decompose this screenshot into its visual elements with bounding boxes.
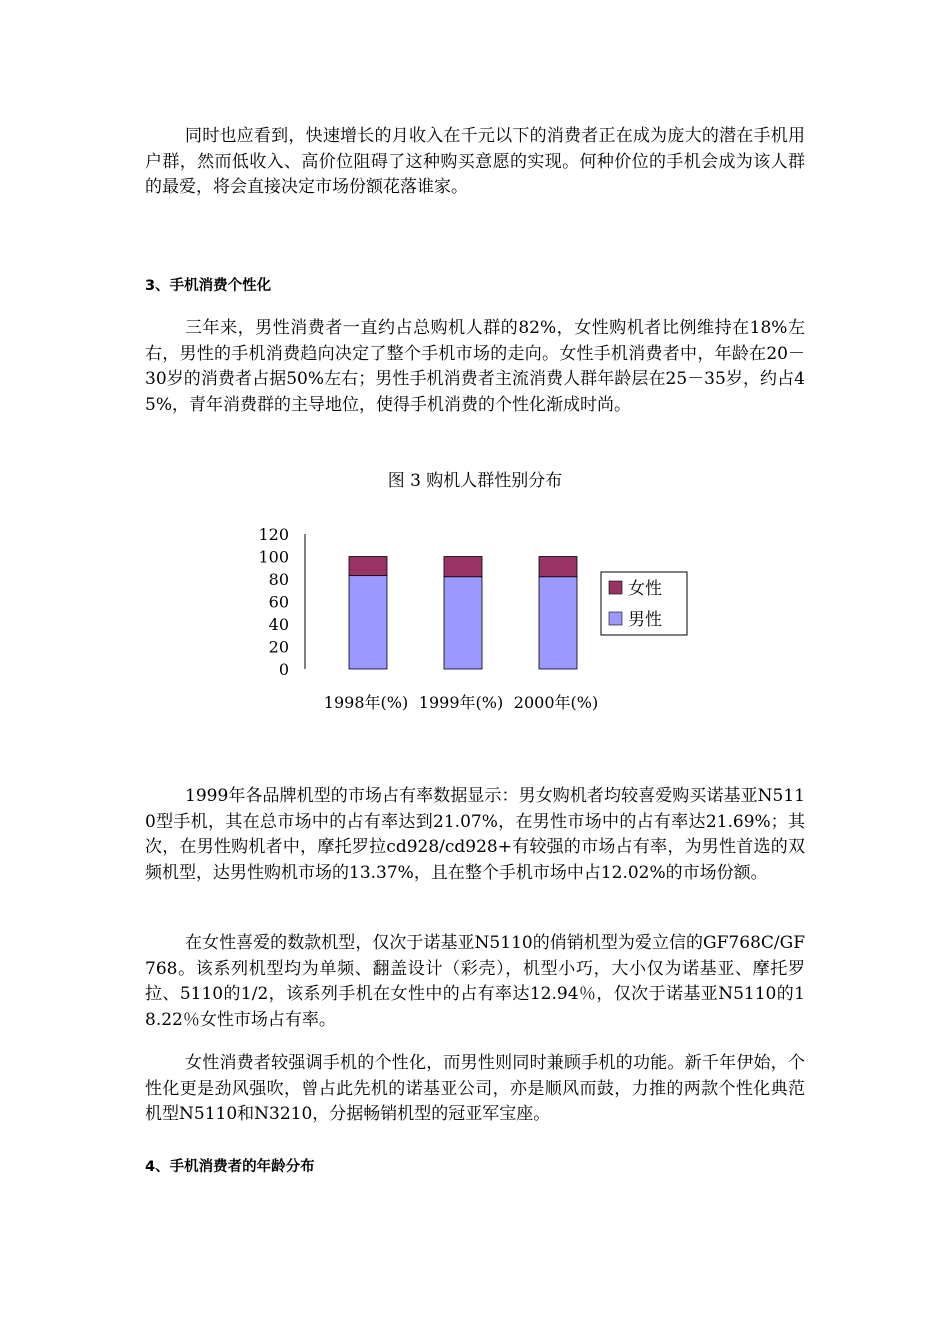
y-tick-label: 120	[258, 525, 289, 544]
y-tick-label: 20	[268, 637, 289, 657]
y-tick-label: 80	[268, 570, 289, 589]
legend-swatch	[609, 581, 622, 594]
x-tick-label: 2000年(%)	[513, 693, 599, 712]
x-tick-label: 1998年(%)	[323, 693, 409, 712]
legend-swatch	[609, 612, 622, 625]
paragraph-4: 在女性喜爱的数款机型，仅次于诺基亚N5110的俏销机型为爱立信的GF768C/GF768。该系列机型均为单频、翻盖设计（彩壳），机型小巧，大小仅为诺基亚、摩托罗拉、5110的1/2，该系列手机在女性中的占有率达12.94％，仅次于诺基亚N5110的18.22％女性市场占有率。	[145, 933, 805, 1030]
bar-female-1	[349, 557, 387, 576]
y-tick-label: 60	[268, 592, 289, 612]
section-heading-4: 4、手机消费者的年龄分布	[145, 1159, 315, 1175]
paragraph-2: 三年来，男性消费者一直约占总购机人群的82%，女性购机者比例维持在18%左右，男性的手机消费趋向决定了整个手机市场的走向。女性手机消费者中，年龄在20－30岁的消费者占据50%左右；男性手机消费者主流消费人群年龄层在25－35岁，约占45%，青年消费群的主导地位，使得手机消费的个性化渐成时尚。	[145, 318, 805, 415]
x-tick-label: 1999年(%)	[418, 693, 504, 712]
paragraph-5: 女性消费者较强调手机的个性化，而男性则同时兼顾手机的功能。新千年伊始，个性化更是劲风强吹，曾占此先机的诺基亚公司，亦是顺风而鼓，力推的两款个性化典范机型N5110和N3210，分据畅销机型的冠亚军宝座。	[145, 1053, 805, 1124]
legend-label: 男性	[628, 610, 662, 630]
section-heading-3: 3、手机消费个性化	[145, 278, 272, 294]
bar-male-2	[444, 577, 482, 669]
paragraph-1: 同时也应看到，快速增长的月收入在千元以下的消费者正在成为庞大的潜在手机用户群，然而低收入、高价位阻碍了这种购买意愿的实现。何种价位的手机会成为该人群的最爱，将会直接决定市场份额花落谁家。	[145, 126, 805, 197]
figure-caption: 图 3 购机人群性别分布	[387, 471, 563, 491]
bar-female-2	[444, 557, 482, 577]
legend-label: 女性	[628, 579, 662, 599]
y-tick-label: 40	[268, 615, 289, 634]
bar-male-1	[349, 576, 387, 669]
y-tick-label: 0	[278, 660, 289, 679]
bar-female-3	[539, 557, 577, 577]
bar-male-3	[539, 577, 577, 669]
y-tick-label: 100	[258, 547, 289, 567]
gender-distribution-chart	[245, 510, 695, 720]
paragraph-3: 1999年各品牌机型的市场占有率数据显示：男女购机者均较喜爱购买诺基亚N5110型手机，其在总市场中的占有率达到21.07%，在男性市场中的占有率达21.69%；其次，在男性购机者中，摩托罗拉cd928/cd928+有较强的市场占有率，为男性首选的双频机型，达男性购机市场的13.37%，且在整个手机市场中占12.02%的市场份额。	[145, 786, 805, 883]
